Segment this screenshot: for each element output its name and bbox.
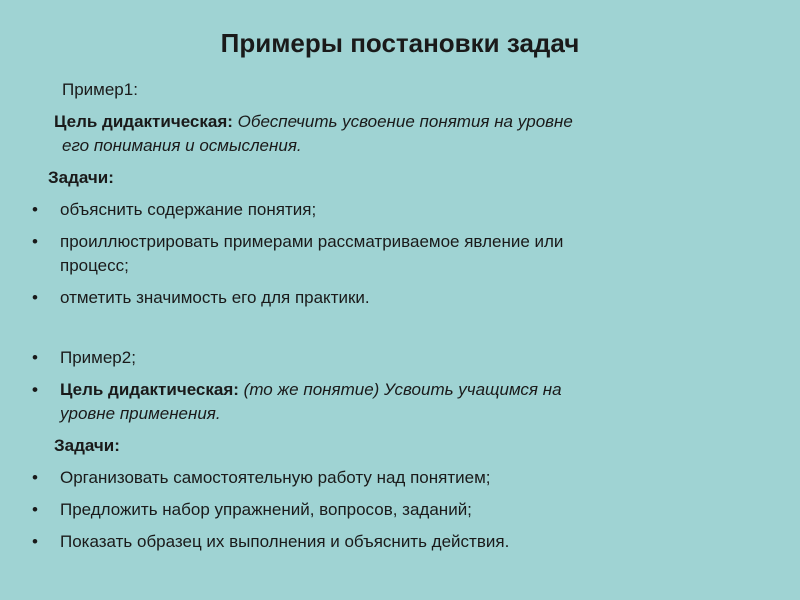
example1-goal-label: Цель дидактическая:	[54, 112, 233, 131]
bullet-icon: •	[32, 288, 38, 307]
list-item-text: проиллюстрировать примерами рассматриваемое явление или	[60, 232, 564, 251]
example1-tasks-label: Задачи:	[48, 168, 114, 187]
bullet-icon: •	[32, 468, 38, 487]
example1-label: Пример1:	[62, 80, 138, 99]
slide-title: Примеры постановки задач	[220, 28, 580, 58]
example2-goal-label: Цель дидактическая:	[60, 380, 239, 399]
example1-goal-text-cont: его понимания и осмысления.	[62, 136, 302, 155]
list-item-text-cont: процесс;	[60, 256, 129, 275]
example1-goal-text: Обеспечить усвоение понятия на уровне	[232, 112, 573, 131]
bullet-icon: •	[32, 500, 38, 519]
bullet-icon: •	[32, 232, 38, 251]
list-item-text: Организовать самостоятельную работу над понятием;	[60, 468, 491, 487]
bullet-icon: •	[32, 200, 38, 219]
example2-goal	[60, 378, 562, 402]
bullet-icon: •	[32, 348, 38, 367]
bullet-icon: •	[32, 532, 38, 551]
bullet-icon: •	[32, 380, 38, 399]
list-item-text: Показать образец их выполнения и объяснить действия.	[60, 532, 510, 551]
list-item-text: объяснить содержание понятия;	[60, 200, 317, 219]
list-item-text: Предложить набор упражнений, вопросов, заданий;	[60, 500, 472, 519]
list-item-text: отметить значимость его для практики.	[60, 288, 370, 307]
example2-goal-text-cont: уровне применения.	[60, 404, 221, 423]
example2-label: Пример2;	[60, 348, 136, 367]
example1-goal	[54, 110, 573, 134]
example2-tasks-label: Задачи:	[54, 436, 120, 455]
example2-goal-text: (то же понятие) Усвоить учащимся на	[238, 380, 562, 399]
